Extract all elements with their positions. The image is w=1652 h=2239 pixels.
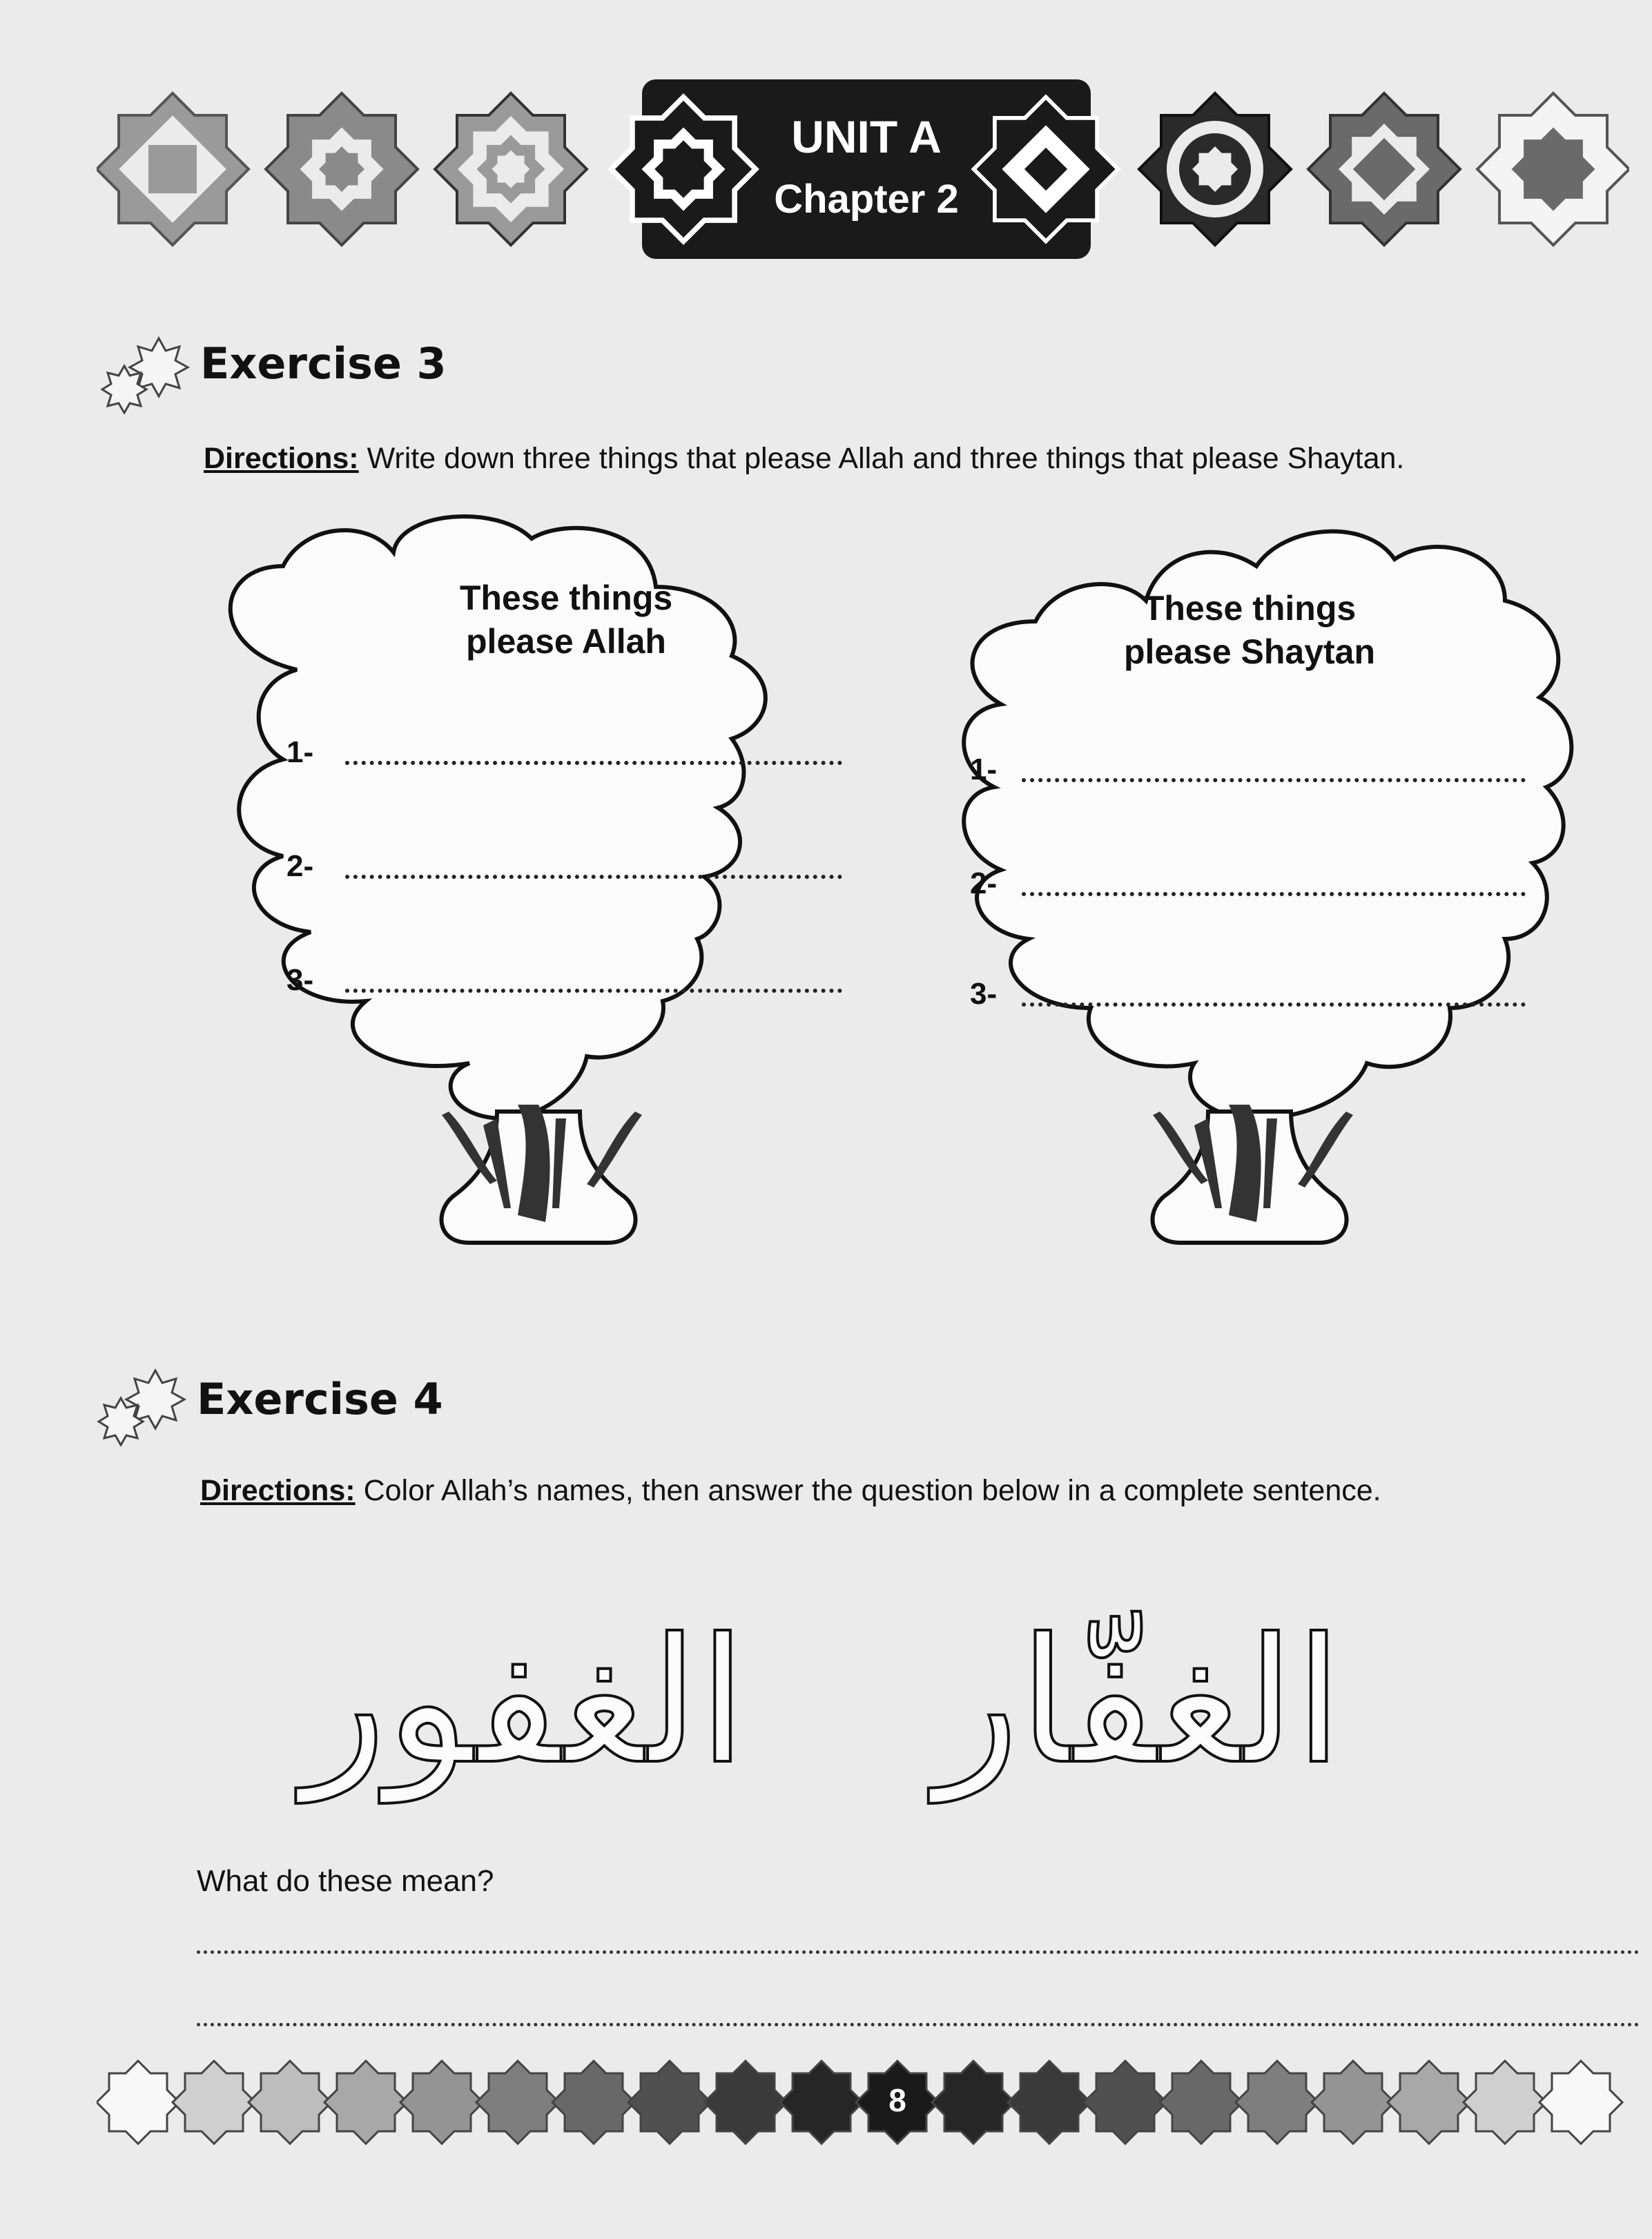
ornament-1-icon bbox=[97, 93, 249, 245]
exercise-star-icon bbox=[97, 331, 193, 414]
left-tree-label-line1: These things bbox=[459, 579, 673, 617]
directions-label: Directions: bbox=[204, 442, 359, 475]
page-number: 8 bbox=[888, 2082, 906, 2118]
right-item-3-number: 3- bbox=[970, 977, 998, 1011]
answer-line-2[interactable] bbox=[197, 2023, 1640, 2026]
left-tree-label-line2: please Allah bbox=[466, 621, 666, 661]
ornament-3-icon bbox=[435, 93, 587, 245]
ornament-2-icon bbox=[266, 93, 418, 245]
ornament-7-icon bbox=[1308, 93, 1460, 245]
directions-text: Write down three things that please Allah and three things that please Shaytan. bbox=[367, 442, 1405, 475]
left-item-3-line[interactable] bbox=[345, 989, 842, 993]
arabic-name-al-ghaffar[interactable]: الغفّار bbox=[935, 1601, 1343, 1802]
left-item-2-line[interactable] bbox=[345, 875, 842, 879]
right-item-2-line[interactable] bbox=[1022, 892, 1526, 896]
left-item-1-line[interactable] bbox=[345, 761, 842, 765]
question-text: What do these mean? bbox=[197, 1864, 494, 1898]
left-item-2-number: 2- bbox=[286, 849, 314, 883]
directions-label: Directions: bbox=[200, 1474, 356, 1507]
exercise-3-title: Exercise 3 bbox=[200, 338, 447, 389]
arabic-name-al-ghafoor[interactable]: الغفور bbox=[302, 1601, 747, 1802]
right-tree-label-line1: These things bbox=[1143, 589, 1357, 628]
exercise-star-icon bbox=[93, 1364, 190, 1446]
directions-text: Color Allah’s names, then answer the question below in a complete sentence. bbox=[363, 1474, 1381, 1507]
exercise-4-title: Exercise 4 bbox=[197, 1374, 443, 1424]
ornament-8-icon bbox=[1477, 93, 1629, 245]
left-tree-label bbox=[400, 576, 732, 663]
right-item-1-line[interactable] bbox=[1022, 778, 1526, 782]
right-tree-label bbox=[1077, 587, 1422, 673]
right-item-1-number: 1- bbox=[970, 753, 998, 786]
exercise-4-directions bbox=[200, 1474, 1381, 1508]
unit-chapter-label bbox=[639, 79, 1094, 259]
right-tree-label-line2: please Shaytan bbox=[1123, 632, 1376, 671]
exercise-3-directions bbox=[204, 442, 1404, 476]
left-item-3-number: 3- bbox=[286, 963, 314, 997]
ornament-6-icon bbox=[1139, 93, 1291, 245]
right-item-3-line[interactable] bbox=[1022, 1002, 1526, 1007]
chapter-title: Chapter 2 bbox=[774, 177, 959, 222]
right-item-2-number: 2- bbox=[970, 866, 998, 900]
left-item-1-number: 1- bbox=[286, 735, 314, 769]
unit-title: UNIT A bbox=[791, 111, 942, 162]
answer-line-1[interactable] bbox=[197, 1950, 1640, 1954]
